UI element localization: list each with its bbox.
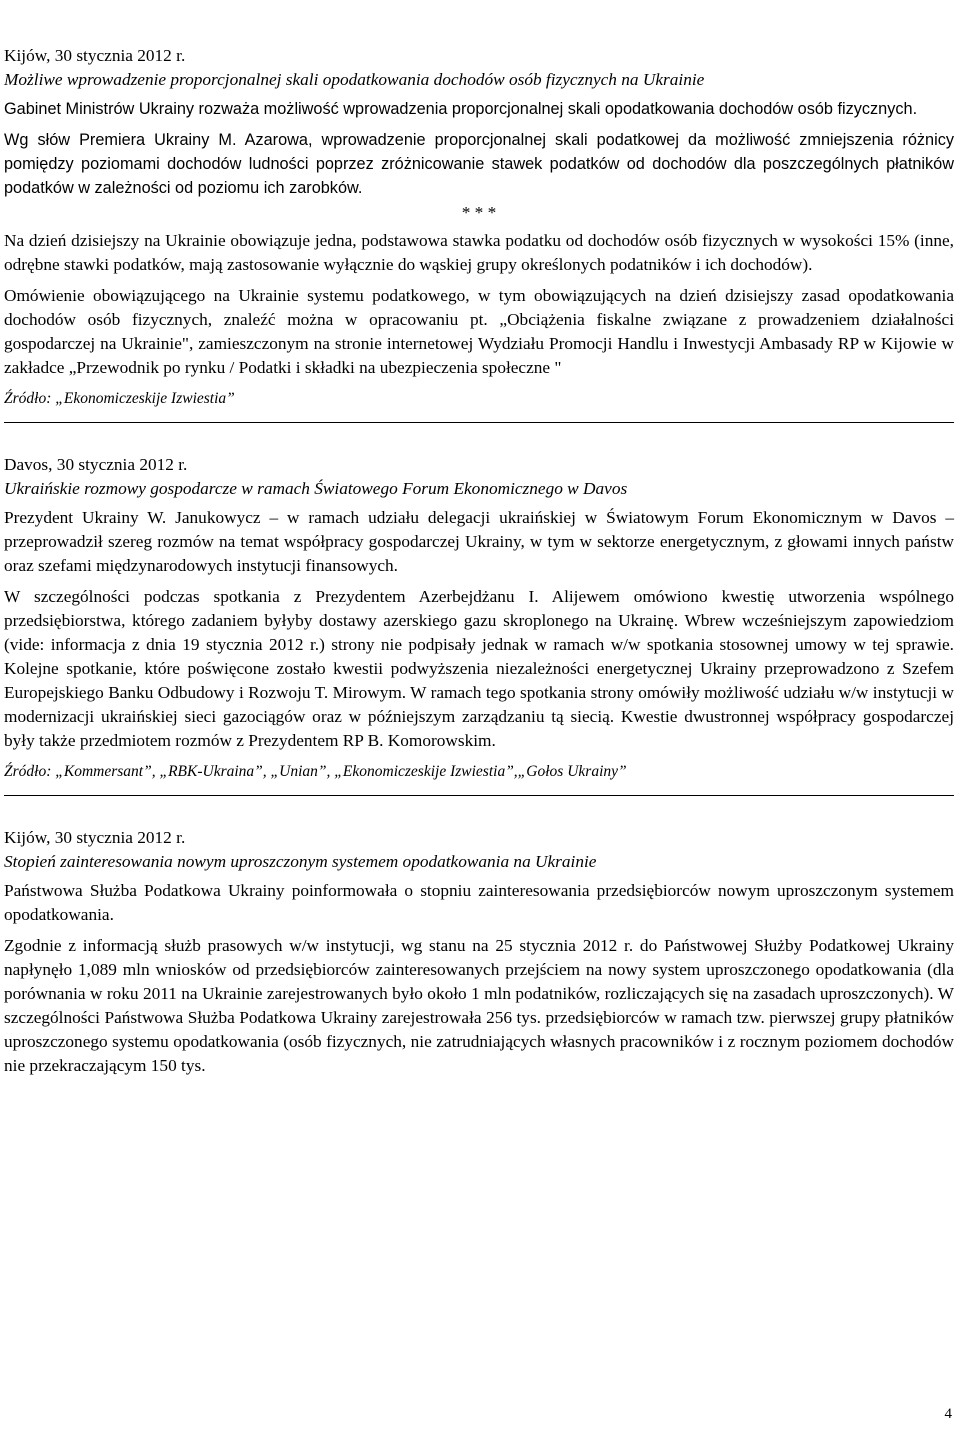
article-date: Davos, 30 stycznia 2012 r. [4, 455, 188, 474]
article-paragraph: Zgodnie z informacją służb prasowych w/w instytucji, wg stanu na 25 stycznia 2012 r. do Państwowej Służby Podatkowej Ukrainy napłynęło 1,089 mln wniosków od przedsiębiorców zainteresowanych przejściem na nowy system uproszczonego opodatkowania (dla porównania w roku 2011 na Ukrainie zarejestrowanych było około 1 mln podatników, rozliczających się na zasadach uproszczonych). W szczególności Państwowa Służba Podatkowa Ukrainy zarejestrowała 256 tys. przedsiębiorców w ramach tzw. pierwszej grupy płatników uproszczonego systemu opodatkowania (osób fizycznych, nie zatrudniających własnych pracowników i z rocznym poziomem dochodów nie przekraczającym 150 tys. [4, 936, 954, 1075]
article-tax-scale [4, 44, 954, 423]
article-paragraph: Państwowa Służba Podatkowa Ukrainy poinformowała o stopniu zainteresowania przedsiębiorców nowym uproszczonym systemem opodatkowania. [4, 881, 954, 924]
article-title: Ukraińskie rozmowy gospodarcze w ramach Światowego Forum Ekonomicznego w Davos [4, 479, 628, 498]
spacer [4, 796, 954, 826]
section-separator: * * * [461, 203, 497, 222]
article-paragraph: Gabinet Ministrów Ukrainy rozważa możliwość wprowadzenia proporcjonalnej skali opodatkowania dochodów osób fizycznych. [4, 100, 918, 118]
article-paragraph: Wg słów Premiera Ukrainy M. Azarowa, wprowadzenie proporcjonalnej skali podatkowej da możliwość zmniejszenia różnicy pomiędzy poziomami dochodów ludności poprzez zróżnicowanie stawek podatków od dochodów dla poszczególnych płatników podatków w zależności od poziomu ich zarobków. [4, 131, 954, 197]
document-page [4, 44, 954, 1085]
article-title: Stopień zainteresowania nowym uproszczonym systemem opodatkowania na Ukrainie [4, 852, 597, 871]
article-source: Źródło: „Kommersant”, „RBK-Ukraina”, „Unian”, „Ekonomiczeskije Izwiestia”,„Gołos Ukrainy” [4, 763, 627, 780]
article-simplified-tax [4, 826, 954, 1078]
article-paragraph: Na dzień dzisiejszy na Ukrainie obowiązuje jedna, podstawowa stawka podatku od dochodów osób fizycznych w wysokości 15% (inne, odrębne stawki podatków, mają zastosowanie wyłącznie do wąskiej grupy określonych podatników i ich dochodów). [4, 231, 954, 274]
spacer [4, 423, 954, 453]
article-paragraph: Prezydent Ukrainy W. Janukowycz – w ramach udziału delegacji ukraińskiej w Światowym Forum Ekonomicznym w Davos – przeprowadził szereg rozmów na temat współpracy gospodarczej Ukrainy, w tym w sektorze energetycznym, z głowami innych państw oraz szefami międzynarodowych instytucji finansowych. [4, 508, 954, 575]
page-number: 4 [944, 1406, 952, 1422]
article-source: Źródło: „Ekonomiczeskije Izwiestia” [4, 390, 235, 407]
article-paragraph: Omówienie obowiązującego na Ukrainie systemu podatkowego, w tym obowiązujących na dzień dzisiejszy zasad opodatkowania dochodów osób fizycznych, znaleźć można w opracowaniu pt. „Obciążenia fiskalne związane z prowadzeniem działalności gospodarczej na Ukrainie", zamieszczonym na stronie internetowej Wydziału Promocji Handlu i Inwestycji Ambasady RP w Kijowie w zakładce „Przewodnik po rynku / Podatki i składki na ubezpieczenia społeczne " [4, 286, 954, 377]
article-paragraph: W szczególności podczas spotkania z Prezydentem Azerbejdżanu I. Alijewem omówiono kwestię utworzenia wspólnego przedsiębiorstwa, którego zadaniem byłyby dostawy azerskiego gazu skroplonego na Ukrainę. Wbrew wcześniejszym zapowiedziom (vide: informacja z dnia 19 stycznia 2012 r.) strony nie podpisały jednak w ramach w/w spotkania stosownej umowy w tej sprawie. Kolejne spotkanie, które poświęcone zostało kwestii podwyższenia niezależności energetycznej Ukrainy przeprowadzono z Szefem Europejskiego Banku Odbudowy i Rozwoju T. Mirowym. W ramach tego spotkania strony omówiły możliwość udziału w/w instytucji w modernizacji ukraińskiej sieci gazociągów oraz w późniejszym zarządzaniu tą siecią. Kwestie dwustronnej współpracy gospodarczej były także przedmiotem rozmów z Prezydentem RP B. Komorowskim. [4, 587, 954, 750]
article-davos [4, 453, 954, 796]
article-date: Kijów, 30 stycznia 2012 r. [4, 828, 186, 847]
article-title: Możliwe wprowadzenie proporcjonalnej skali opodatkowania dochodów osób fizycznych na Ukrainie [4, 70, 705, 89]
article-date: Kijów, 30 stycznia 2012 r. [4, 46, 186, 65]
